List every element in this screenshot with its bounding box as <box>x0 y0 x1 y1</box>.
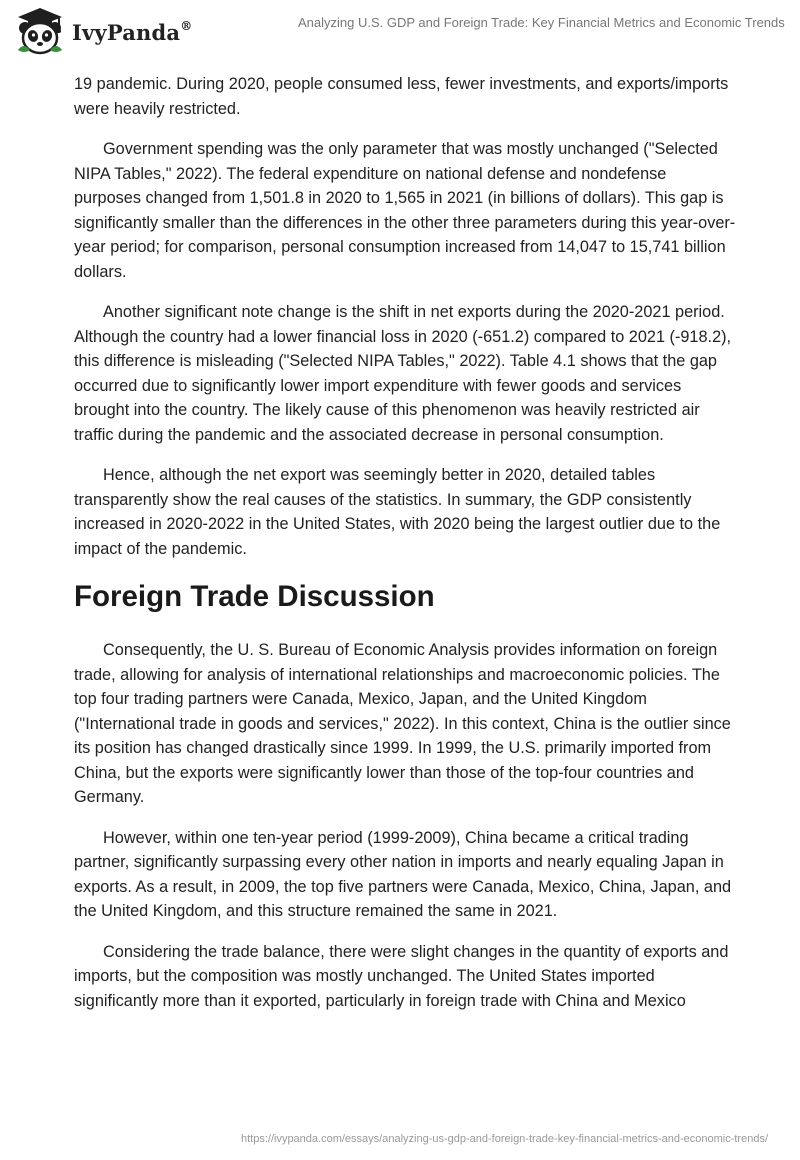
paragraph: However, within one ten-year period (1999-2009), China became a critical trading partner, significantly surpassing every other nation in imports and nearly equaling Japan in exports. As a result, in 2009, the top five partners were Canada, Mexico, China, Japan, and the United Kingdom, and this structure remained the same in 2021. <box>74 828 732 920</box>
ivypanda-logo[interactable] <box>14 6 192 56</box>
paragraph: Consequently, the U. S. Bureau of Economic Analysis provides information on foreign trade, allowing for analysis of international relationships and macroeconomic policies. The top four trading partners were Canada, Mexico, Japan, and the United Kingdom ("International trade in goods and services," 2022). In this context, China is the outlier since its position has changed drastically since 1999. In 1999, the U.S. primarily imported from China, but the exports were significantly lower than those of the top-four countries and Germany. <box>74 641 731 806</box>
essay-body <box>74 72 736 1029</box>
source-url[interactable]: https://ivypanda.com/essays/analyzing-us-gdp-and-foreign-trade-key-financial-metrics-and-economic-trends/ <box>240 1133 768 1145</box>
registered-mark: ® <box>180 18 193 33</box>
paragraph: Considering the trade balance, there were slight changes in the quantity of exports and imports, but the composition was mostly unchanged. The United States imported significantly more than it exported, particularly in foreign trade with China and Mexico <box>74 942 729 1010</box>
paragraph: Hence, although the net export was seemingly better in 2020, detailed tables transparently show the real causes of the statistics. In summary, the GDP consistently increased in 2020-2022 in the United States, with 2020 being the largest outlier due to the impact of the pandemic. <box>74 466 721 558</box>
brand-name: IvyPanda® <box>72 18 193 45</box>
paragraph: 19 pandemic. During 2020, people consumed less, fewer investments, and exports/imports were heavily restricted. <box>74 75 729 118</box>
paragraph: Government spending was the only parameter that was mostly unchanged ("Selected NIPA Tables," 2022). The federal expenditure on national defense and nondefense purposes changed from 1,501.8 in 2020 to 1,565 in 2021 (in billions of dollars). This gap is significantly smaller than the differences in the other three parameters during this year-over-year period; for comparison, personal consumption increased from 14,047 to 15,741 billion dollars. <box>74 140 736 281</box>
panda-graduate-icon <box>14 6 66 56</box>
section-heading: Foreign Trade Discussion <box>74 580 435 613</box>
paragraph: Another significant note change is the shift in net exports during the 2020-2021 period. Although the country had a lower financial loss in 2020 (-651.2) compared to 2021 (-918.2), this difference is misleading ("Selected NIPA Tables," 2022). Table 4.1 shows that the gap occurred due to significantly lower import expenditure with fewer goods and services brought into the country. The likely cause of this phenomenon was heavily restricted air traffic during the pandemic and the associated decrease in personal consumption. <box>74 303 732 444</box>
document-title: Analyzing U.S. GDP and Foreign Trade: Key Financial Metrics and Economic Trends <box>298 15 785 30</box>
page-header <box>0 0 800 62</box>
